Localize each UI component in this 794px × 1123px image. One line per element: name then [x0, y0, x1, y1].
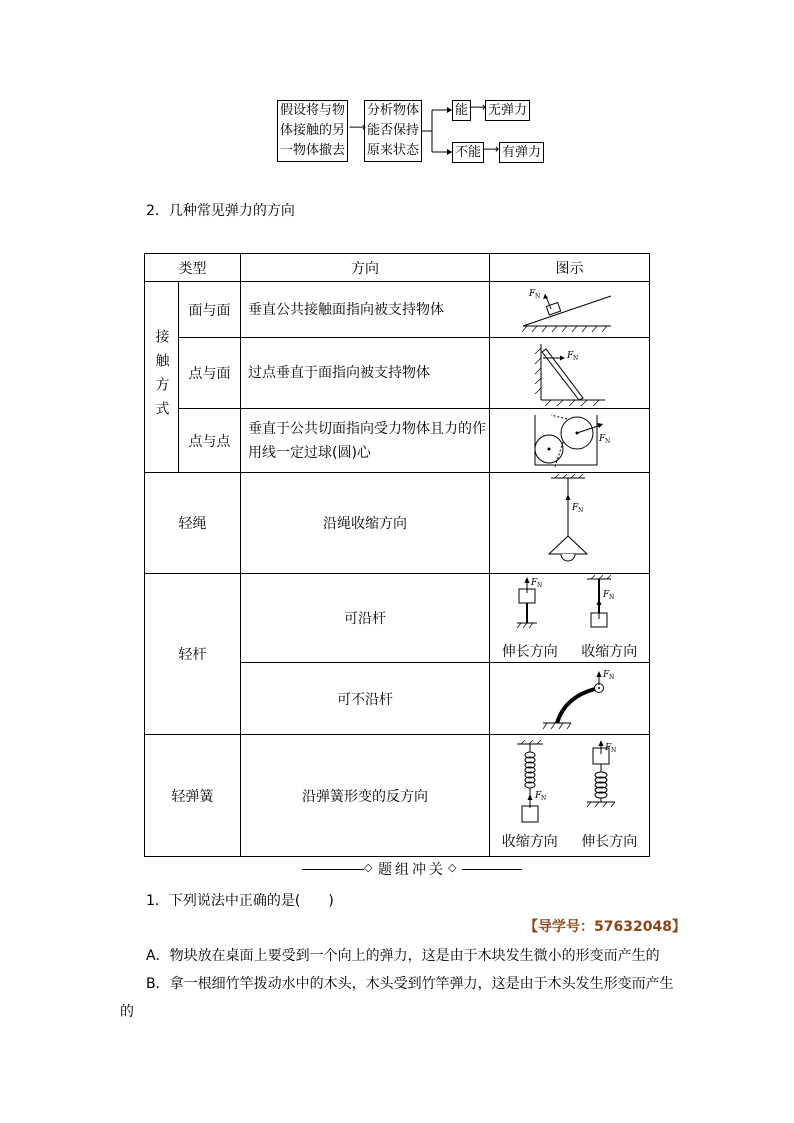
balls-in-box-icon — [515, 411, 625, 471]
force-label: F — [602, 669, 609, 680]
direction-point-surface: 过点垂直于面指向被支持物体 — [241, 338, 490, 409]
header-type: 类型 — [145, 254, 241, 282]
figure-rod-along — [490, 574, 650, 663]
arrow-icon: ⟶ — [469, 100, 487, 114]
type-point-surface: 点与面 — [179, 338, 241, 409]
force-label: F — [598, 433, 605, 444]
type-point-point: 点与点 — [179, 409, 241, 473]
svg-text:N: N — [608, 594, 614, 601]
arrow-icon: ⟶ — [482, 142, 500, 156]
option-a: A．物块放在桌面上要受到一个向上的弹力，这是由于木块发生微小的形变而产生的 — [146, 948, 660, 964]
contact-group-label — [145, 282, 179, 473]
divider-line-right — [462, 869, 522, 870]
diamond-icon: ◇ — [364, 861, 373, 874]
incline-block-icon — [515, 286, 625, 334]
caption-extend: 伸长方向 — [501, 644, 558, 660]
spring-captions — [490, 831, 649, 851]
flow-box-yes: 能 — [452, 100, 471, 121]
arrow-icon: ⟶ — [349, 120, 367, 134]
direction-point-point: 垂直于公共切面指向受力物体且力的作用线一定过球(圆)心 — [241, 409, 490, 473]
svg-text:N: N — [577, 507, 583, 514]
caption-extend: 伸长方向 — [581, 834, 638, 850]
type-rope: 轻绳 — [145, 473, 241, 574]
section-title: 2．几种常见弹力的方向 — [146, 203, 295, 219]
force-label: F — [602, 590, 609, 600]
figure-springs — [490, 735, 650, 857]
section-divider — [302, 859, 522, 879]
elastic-force-table — [144, 253, 650, 857]
divider-title: 题组冲关 — [378, 862, 446, 878]
flow-box-assume — [277, 100, 348, 162]
figure-curved-rod — [490, 663, 650, 735]
springs-icon — [491, 740, 649, 828]
rod-along-icon — [491, 575, 649, 637]
rod-wall-icon — [515, 340, 625, 406]
flow-text: 能否保持 — [367, 123, 420, 138]
hanging-lamp-icon — [515, 474, 625, 572]
branch-connector-icon — [422, 100, 454, 162]
type-surface: 面与面 — [179, 282, 241, 338]
vertical-label: 接触方式 — [153, 329, 170, 425]
diamond-icon: ◇ — [448, 861, 457, 874]
force-label: F — [566, 351, 573, 361]
svg-text:N: N — [572, 355, 578, 362]
svg-text:N: N — [608, 673, 614, 681]
option-b-line2: 的 — [120, 1004, 134, 1020]
figure-incline — [490, 282, 650, 338]
direction-rope: 沿绳收缩方向 — [241, 473, 490, 574]
force-label: F — [530, 578, 537, 588]
header-direction: 方向 — [241, 254, 490, 282]
flow-text: 原来状态 — [367, 143, 420, 158]
type-spring: 轻弹簧 — [145, 735, 241, 857]
svg-text:N: N — [610, 747, 616, 754]
header-figure: 图示 — [490, 254, 650, 282]
flow-text: 一物体撤去 — [280, 143, 346, 158]
reference-number: 【导学号：57632048】 — [524, 919, 686, 935]
flow-text: 分析物体 — [367, 103, 420, 118]
force-label: F — [528, 288, 535, 299]
direction-rod-along: 可沿杆 — [241, 574, 490, 663]
type-rod: 轻杆 — [145, 574, 241, 735]
svg-text:N: N — [536, 582, 542, 589]
flow-text: 假设将与物 — [280, 103, 346, 118]
divider-line-left — [302, 869, 364, 870]
figure-balls-box — [490, 409, 650, 473]
flow-text: 体接触的另 — [280, 123, 346, 138]
force-label: F — [604, 743, 611, 753]
force-label: F — [571, 503, 578, 513]
svg-text:N: N — [604, 437, 610, 445]
question-stem: 1．下列说法中正确的是( ) — [146, 893, 334, 909]
direction-spring: 沿弹簧形变的反方向 — [241, 735, 490, 857]
flow-box-no: 不能 — [452, 142, 484, 163]
figure-lamp — [490, 473, 650, 574]
svg-text:N: N — [540, 795, 546, 802]
svg-text:N: N — [534, 292, 540, 300]
flow-box-analyze — [364, 100, 422, 162]
caption-shrink: 收缩方向 — [581, 644, 638, 660]
flow-box-has-force: 有弹力 — [499, 142, 544, 163]
direction-surface: 垂直公共接触面指向被支持物体 — [241, 282, 490, 338]
flow-box-no-force: 无弹力 — [485, 100, 530, 121]
option-b-line1: B．拿一根细竹竿拨动水中的木头，木头受到竹竿弹力，这是由于木头发生形变而产生 — [146, 976, 674, 992]
curved-rod-icon — [515, 667, 625, 731]
caption-shrink: 收缩方向 — [501, 834, 558, 850]
force-label: F — [534, 791, 541, 801]
figure-rod-wall — [490, 338, 650, 409]
direction-rod-not-along: 可不沿杆 — [241, 663, 490, 735]
rod-captions — [490, 641, 649, 661]
